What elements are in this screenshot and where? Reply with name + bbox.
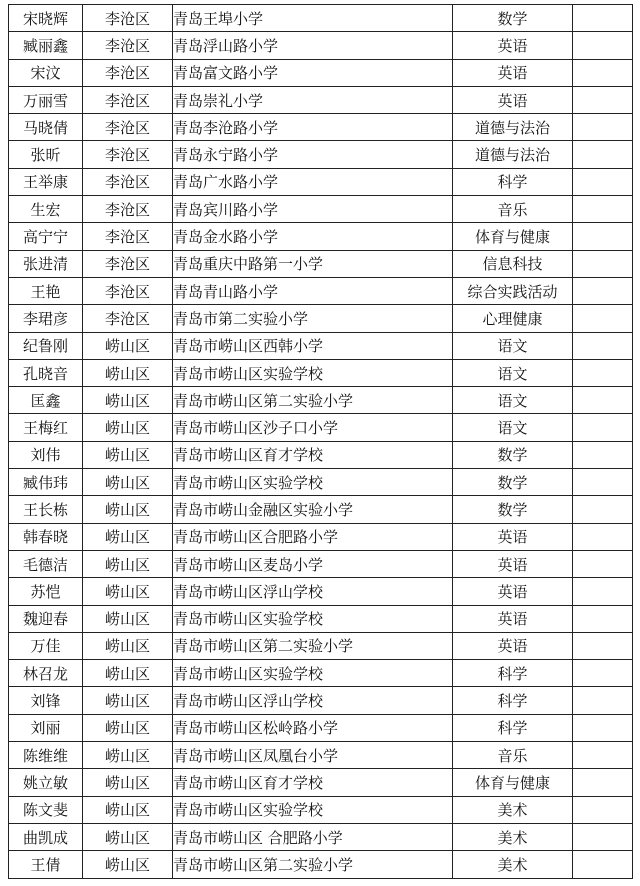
district-cell: 崂山区 [83, 550, 173, 577]
empty-cell [573, 714, 633, 741]
subject-cell: 数学 [453, 496, 573, 523]
table-row [9, 223, 633, 250]
empty-cell [573, 550, 633, 577]
empty-cell [573, 332, 633, 359]
district-cell: 崂山区 [83, 796, 173, 823]
empty-cell [573, 86, 633, 113]
subject-cell: 科学 [453, 660, 573, 687]
empty-cell [573, 305, 633, 332]
name-cell: 刘锋 [9, 687, 83, 714]
name-cell: 宋晓辉 [9, 5, 83, 32]
table-row [9, 550, 633, 577]
table-row [9, 714, 633, 741]
school-cell: 青岛市崂山区浮山学校 [173, 687, 453, 714]
table-row [9, 469, 633, 496]
name-cell: 孔晓音 [9, 359, 83, 386]
name-cell: 张进清 [9, 250, 83, 277]
table-row [9, 441, 633, 468]
school-cell: 青岛富文路小学 [173, 59, 453, 86]
empty-cell [573, 196, 633, 223]
subject-cell: 语文 [453, 414, 573, 441]
name-cell: 王长栋 [9, 496, 83, 523]
school-cell: 青岛永宁路小学 [173, 141, 453, 168]
school-cell: 青岛市崂山区第二实验小学 [173, 632, 453, 659]
empty-cell [573, 414, 633, 441]
school-cell: 青岛市崂山区松岭路小学 [173, 714, 453, 741]
name-cell: 臧丽鑫 [9, 32, 83, 59]
name-cell: 苏恺 [9, 578, 83, 605]
table-row [9, 141, 633, 168]
name-cell: 万佳 [9, 632, 83, 659]
empty-cell [573, 796, 633, 823]
district-cell: 李沧区 [83, 250, 173, 277]
district-cell: 李沧区 [83, 196, 173, 223]
table-row [9, 86, 633, 113]
school-cell: 青岛市崂山区沙子口小学 [173, 414, 453, 441]
name-cell: 王举康 [9, 168, 83, 195]
subject-cell: 道德与法治 [453, 141, 573, 168]
school-cell: 青岛市崂山区西韩小学 [173, 332, 453, 359]
district-cell: 李沧区 [83, 59, 173, 86]
table-row [9, 305, 633, 332]
district-cell: 李沧区 [83, 141, 173, 168]
school-cell: 青岛市崂山区麦岛小学 [173, 550, 453, 577]
subject-cell: 英语 [453, 550, 573, 577]
table-row [9, 359, 633, 386]
subject-cell: 美术 [453, 851, 573, 878]
subject-cell: 英语 [453, 632, 573, 659]
school-cell: 青岛市崂山区浮山学校 [173, 578, 453, 605]
empty-cell [573, 277, 633, 304]
empty-cell [573, 114, 633, 141]
school-cell: 青岛宾川路小学 [173, 196, 453, 223]
school-cell: 青岛市崂山区 合肥路小学 [173, 823, 453, 850]
district-cell: 崂山区 [83, 578, 173, 605]
table-row [9, 605, 633, 632]
district-cell: 崂山区 [83, 660, 173, 687]
name-cell: 宋汶 [9, 59, 83, 86]
name-cell: 万丽雪 [9, 86, 83, 113]
subject-cell: 信息科技 [453, 250, 573, 277]
subject-cell: 数学 [453, 469, 573, 496]
table-row [9, 168, 633, 195]
school-cell: 青岛王埠小学 [173, 5, 453, 32]
school-cell: 青岛青山路小学 [173, 277, 453, 304]
subject-cell: 科学 [453, 687, 573, 714]
subject-cell: 英语 [453, 523, 573, 550]
school-cell: 青岛重庆中路第一小学 [173, 250, 453, 277]
table-row [9, 851, 633, 878]
district-cell: 崂山区 [83, 632, 173, 659]
empty-cell [573, 469, 633, 496]
district-cell: 崂山区 [83, 687, 173, 714]
empty-cell [573, 660, 633, 687]
subject-cell: 英语 [453, 86, 573, 113]
subject-cell: 英语 [453, 32, 573, 59]
name-cell: 匡鑫 [9, 387, 83, 414]
table-row [9, 5, 633, 32]
district-cell: 崂山区 [83, 851, 173, 878]
name-cell: 陈维维 [9, 742, 83, 769]
empty-cell [573, 632, 633, 659]
district-cell: 李沧区 [83, 32, 173, 59]
subject-cell: 音乐 [453, 742, 573, 769]
table-row [9, 332, 633, 359]
table-row [9, 59, 633, 86]
school-cell: 青岛崇礼小学 [173, 86, 453, 113]
empty-cell [573, 223, 633, 250]
empty-cell [573, 168, 633, 195]
district-cell: 崂山区 [83, 359, 173, 386]
table-row [9, 823, 633, 850]
table-row [9, 523, 633, 550]
subject-cell: 音乐 [453, 196, 573, 223]
school-cell: 青岛市崂山区育才学校 [173, 441, 453, 468]
subject-cell: 综合实践活动 [453, 277, 573, 304]
subject-cell: 科学 [453, 714, 573, 741]
name-cell: 曲凯成 [9, 823, 83, 850]
subject-cell: 美术 [453, 823, 573, 850]
empty-cell [573, 687, 633, 714]
empty-cell [573, 496, 633, 523]
empty-cell [573, 387, 633, 414]
district-cell: 崂山区 [83, 605, 173, 632]
subject-cell: 数学 [453, 5, 573, 32]
school-cell: 青岛市崂山区实验学校 [173, 796, 453, 823]
name-cell: 林召龙 [9, 660, 83, 687]
empty-cell [573, 441, 633, 468]
school-cell: 青岛广水路小学 [173, 168, 453, 195]
empty-cell [573, 141, 633, 168]
name-cell: 臧伟玮 [9, 469, 83, 496]
district-cell: 崂山区 [83, 823, 173, 850]
name-cell: 姚立敏 [9, 769, 83, 796]
district-cell: 崂山区 [83, 714, 173, 741]
school-cell: 青岛李沧路小学 [173, 114, 453, 141]
subject-cell: 科学 [453, 168, 573, 195]
table-row [9, 769, 633, 796]
name-cell: 李珺彦 [9, 305, 83, 332]
empty-cell [573, 823, 633, 850]
district-cell: 李沧区 [83, 305, 173, 332]
district-cell: 崂山区 [83, 332, 173, 359]
subject-cell: 语文 [453, 359, 573, 386]
name-cell: 陈文斐 [9, 796, 83, 823]
table-row [9, 277, 633, 304]
table-row [9, 632, 633, 659]
table-row [9, 687, 633, 714]
subject-cell: 英语 [453, 605, 573, 632]
empty-cell [573, 769, 633, 796]
empty-cell [573, 359, 633, 386]
subject-cell: 体育与健康 [453, 769, 573, 796]
table-row [9, 742, 633, 769]
district-cell: 李沧区 [83, 5, 173, 32]
district-cell: 李沧区 [83, 86, 173, 113]
name-cell: 毛德洁 [9, 550, 83, 577]
name-cell: 王梅红 [9, 414, 83, 441]
district-cell: 李沧区 [83, 277, 173, 304]
subject-cell: 数学 [453, 441, 573, 468]
name-cell: 高宁宁 [9, 223, 83, 250]
subject-cell: 心理健康 [453, 305, 573, 332]
empty-cell [573, 59, 633, 86]
name-cell: 马晓倩 [9, 114, 83, 141]
subject-cell: 英语 [453, 578, 573, 605]
empty-cell [573, 32, 633, 59]
school-cell: 青岛市崂山区育才学校 [173, 769, 453, 796]
table-row [9, 32, 633, 59]
name-cell: 刘伟 [9, 441, 83, 468]
school-cell: 青岛市崂山金融区实验小学 [173, 496, 453, 523]
teacher-roster-table [8, 4, 633, 879]
district-cell: 李沧区 [83, 114, 173, 141]
empty-cell [573, 250, 633, 277]
empty-cell [573, 605, 633, 632]
table-row [9, 196, 633, 223]
school-cell: 青岛市崂山区第二实验小学 [173, 387, 453, 414]
subject-cell: 美术 [453, 796, 573, 823]
subject-cell: 语文 [453, 332, 573, 359]
school-cell: 青岛市崂山区合肥路小学 [173, 523, 453, 550]
table-row [9, 660, 633, 687]
table-row [9, 496, 633, 523]
district-cell: 崂山区 [83, 469, 173, 496]
table-row [9, 250, 633, 277]
empty-cell [573, 578, 633, 605]
empty-cell [573, 5, 633, 32]
school-cell: 青岛金水路小学 [173, 223, 453, 250]
name-cell: 纪鲁刚 [9, 332, 83, 359]
subject-cell: 体育与健康 [453, 223, 573, 250]
table-row [9, 578, 633, 605]
school-cell: 青岛市崂山区实验学校 [173, 359, 453, 386]
school-cell: 青岛市崂山区实验学校 [173, 660, 453, 687]
subject-cell: 英语 [453, 59, 573, 86]
district-cell: 崂山区 [83, 742, 173, 769]
name-cell: 韩春晓 [9, 523, 83, 550]
name-cell: 王艳 [9, 277, 83, 304]
school-cell: 青岛浮山路小学 [173, 32, 453, 59]
empty-cell [573, 523, 633, 550]
district-cell: 李沧区 [83, 223, 173, 250]
district-cell: 李沧区 [83, 168, 173, 195]
school-cell: 青岛市第二实验小学 [173, 305, 453, 332]
roster-body [9, 5, 633, 879]
name-cell: 魏迎春 [9, 605, 83, 632]
district-cell: 崂山区 [83, 387, 173, 414]
school-cell: 青岛市崂山区实验学校 [173, 469, 453, 496]
district-cell: 崂山区 [83, 496, 173, 523]
table-row [9, 796, 633, 823]
name-cell: 生宏 [9, 196, 83, 223]
empty-cell [573, 742, 633, 769]
school-cell: 青岛市崂山区第二实验小学 [173, 851, 453, 878]
subject-cell: 语文 [453, 387, 573, 414]
district-cell: 崂山区 [83, 523, 173, 550]
name-cell: 张昕 [9, 141, 83, 168]
table-row [9, 114, 633, 141]
district-cell: 崂山区 [83, 769, 173, 796]
name-cell: 刘丽 [9, 714, 83, 741]
district-cell: 崂山区 [83, 441, 173, 468]
subject-cell: 道德与法治 [453, 114, 573, 141]
empty-cell [573, 851, 633, 878]
district-cell: 崂山区 [83, 414, 173, 441]
school-cell: 青岛市崂山区凤凰台小学 [173, 742, 453, 769]
table-row [9, 387, 633, 414]
school-cell: 青岛市崂山区实验学校 [173, 605, 453, 632]
table-row [9, 414, 633, 441]
name-cell: 王倩 [9, 851, 83, 878]
